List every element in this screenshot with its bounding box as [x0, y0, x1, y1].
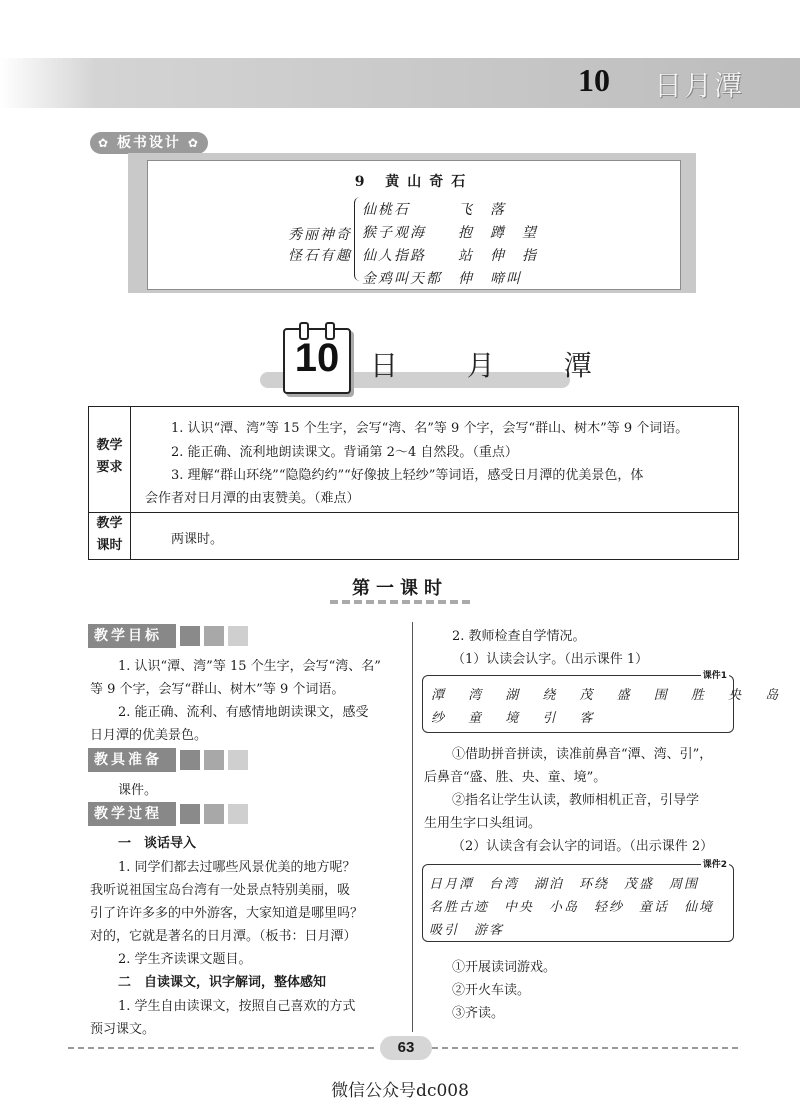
time-text: 两课时。 [171, 532, 224, 547]
part1-text: 2. 学生齐读课文题目。 [118, 952, 252, 967]
footer-divider [68, 1047, 378, 1049]
courseware-1-tag: 课件1 [701, 668, 729, 681]
prep-section-label: 教具准备 [88, 748, 176, 772]
board-words: 站 伸 指 [458, 248, 538, 264]
star-icon: ✿ [187, 136, 200, 150]
footer-divider [432, 1047, 742, 1049]
decor-box [228, 626, 248, 646]
lesson-title: 日 月 潭 [370, 349, 622, 382]
goal-section-tag [88, 624, 248, 648]
end-text: ③齐读。 [452, 1006, 505, 1021]
board-words: 伸 啼叫 [458, 271, 522, 287]
goal-text: 等 9 个字，会写“群山、树木”等 9 个词语。 [90, 682, 345, 697]
section-divider [330, 600, 470, 604]
part2-title: 二 自读课文，识字解词，整体感知 [118, 975, 327, 990]
star-icon: ✿ [98, 136, 111, 150]
board-left-term: 秀丽神奇 [288, 227, 352, 243]
process-section-label: 教学过程 [88, 802, 176, 826]
time-label-line: 课时 [96, 538, 123, 553]
courseware-2-row: 名胜古迹 中央 小岛 轻纱 童话 仙境 [429, 900, 715, 915]
board-stone: 猴子观海 [362, 225, 426, 241]
part1-text: 对的，它就是著名的日月潭。（板书：日月潭） [90, 929, 357, 944]
board-words: 飞 落 [458, 202, 506, 218]
header-lesson-number: 10 [578, 62, 610, 98]
goal-text: 日月潭的优美景色。 [90, 728, 208, 743]
decor-box [180, 804, 200, 824]
read1-text: （1）认读会认字。（出示课件 1） [452, 652, 649, 667]
board-title: 9 黄山奇石 [354, 174, 474, 190]
decor-box [180, 750, 200, 770]
column-divider [412, 622, 413, 1032]
para-text: 后鼻音“盛、胜、央、童、境”。 [424, 770, 607, 785]
courseware-box-2 [422, 860, 734, 942]
courseware-box-1 [422, 671, 789, 733]
para-text: ②指名让学生认读，教师相机正音，引导学 [452, 793, 700, 808]
end-text: ②开火车读。 [452, 983, 531, 998]
goal-label [89, 435, 130, 479]
goal-label-line: 要求 [96, 460, 123, 475]
goal-line: 1. 认识“潭、湾”等 15 个生字，会写“湾、名”等 9 个字，会写“群山、树木”等 9 个词语。 [171, 421, 689, 436]
goal-text: 1. 认识“潭、湾”等 15 个生字，会写“湾、名” [118, 659, 381, 674]
section-heading: 第一课时 [352, 578, 448, 599]
courseware-2-row: 日月潭 台湾 湖泊 环绕 茂盛 周围 [429, 877, 700, 892]
table-divider [89, 512, 738, 513]
board-stone: 金鸡叫天都 [362, 271, 442, 287]
para-text: 生用生字口头组词。 [424, 816, 542, 831]
check-text: 2. 教师检查自学情况。 [452, 629, 586, 644]
prep-section-tag [88, 748, 248, 772]
courseware-1-row: 潭 湾 湖 绕 茂 盛 围 胜 央 岛 [431, 688, 789, 703]
decor-box [228, 750, 248, 770]
part1-text: 我听说祖国宝岛台湾有一处景点特别美丽，吸 [90, 883, 351, 898]
calendar-icon [283, 328, 351, 394]
lesson-number: 10 [294, 336, 340, 380]
table-divider [130, 407, 131, 559]
page-number: 63 [380, 1036, 432, 1060]
board-left-term: 怪石有趣 [288, 248, 352, 264]
goal-line: 会作者对日月潭的由衷赞美。（难点） [145, 491, 360, 506]
part2-text: 1. 学生自由读课文，按照自己喜欢的方式 [118, 999, 356, 1014]
courseware-2-row: 吸引 游客 [429, 923, 505, 938]
board-stone: 仙人指路 [362, 248, 426, 264]
process-section-tag [88, 802, 248, 826]
board-design-label: 板书设计 [116, 135, 181, 151]
decor-box [180, 626, 200, 646]
board-stone: 仙桃石 [362, 202, 410, 218]
courseware-2-tag: 课件2 [701, 857, 729, 870]
end-text: ①开展读词游戏。 [452, 960, 557, 975]
requirements-table [88, 406, 739, 560]
decor-box [204, 750, 224, 770]
header-lesson-name: 日月潭 [654, 69, 745, 102]
goal-line: 3. 理解“群山环绕”“隐隐约约”“好像披上轻纱”等词语，感受日月潭的优美景色，体 [171, 468, 644, 483]
part1-text: 1. 同学们都去过哪些风景优美的地方呢？ [118, 860, 356, 875]
time-label [89, 513, 130, 557]
decor-box [204, 626, 224, 646]
board-design-tag [90, 132, 208, 154]
decor-box [204, 804, 224, 824]
goal-section-label: 教学目标 [88, 624, 176, 648]
decor-box [228, 804, 248, 824]
courseware-1-row: 纱 童 境 引 客 [431, 711, 603, 726]
para-text: ①借助拼音拼读，读准前鼻音“潭、湾、引”， [452, 747, 713, 762]
goal-line: 2. 能正确、流利地朗读课文。背诵第 2～4 自然段。（重点） [171, 445, 518, 460]
part2-text: 预习课文。 [90, 1022, 156, 1037]
part1-title: 一 谈话导入 [118, 836, 197, 851]
goal-label-line: 教学 [96, 438, 123, 453]
watermark: 微信公众号dc008 [331, 1081, 469, 1101]
board-content [147, 160, 681, 290]
goal-text: 2. 能正确、流利、有感情地朗读课文，感受 [118, 705, 369, 720]
time-label-line: 教学 [96, 516, 123, 531]
part1-text: 引了许许多多的中外游客，大家知道是哪里吗？ [90, 906, 364, 921]
board-words: 抱 蹲 望 [458, 225, 538, 241]
para-text: （2）认读含有会认字的词语。（出示课件 2） [452, 839, 714, 854]
prep-text: 课件。 [118, 783, 158, 798]
